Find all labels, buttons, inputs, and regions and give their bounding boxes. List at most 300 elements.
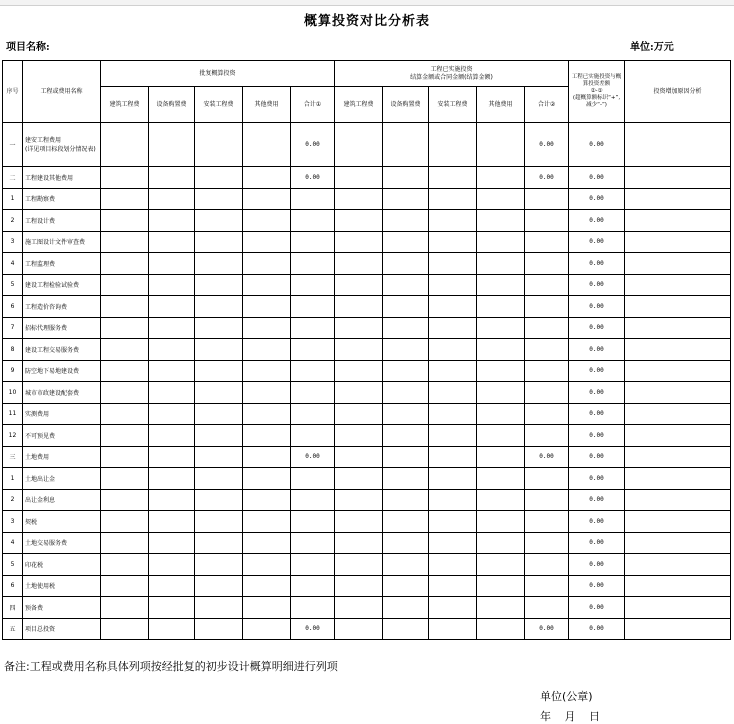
row-seq[interactable]: 四	[3, 597, 23, 619]
approved-cell[interactable]	[149, 167, 195, 189]
analysis-cell[interactable]	[625, 511, 731, 533]
contract-cell[interactable]	[383, 468, 429, 490]
analysis-cell[interactable]	[625, 597, 731, 619]
approved-cell[interactable]	[101, 425, 149, 447]
approved-total[interactable]	[291, 231, 335, 253]
analysis-cell[interactable]	[625, 382, 731, 404]
contract-cell[interactable]	[383, 253, 429, 275]
approved-cell[interactable]	[243, 597, 291, 619]
contract-cell[interactable]	[383, 597, 429, 619]
approved-cell[interactable]	[195, 554, 243, 576]
contract-cell[interactable]	[477, 360, 525, 382]
approved-cell[interactable]	[195, 597, 243, 619]
difference-cell[interactable]: 0.00	[569, 468, 625, 490]
approved-cell[interactable]	[149, 489, 195, 511]
contract-cell[interactable]	[383, 188, 429, 210]
difference-cell[interactable]: 0.00	[569, 597, 625, 619]
difference-cell[interactable]: 0.00	[569, 425, 625, 447]
analysis-cell[interactable]	[625, 339, 731, 361]
difference-cell[interactable]: 0.00	[569, 339, 625, 361]
approved-cell[interactable]	[243, 425, 291, 447]
contract-cell[interactable]	[335, 339, 383, 361]
approved-cell[interactable]	[195, 446, 243, 468]
contract-cell[interactable]	[429, 446, 477, 468]
contract-total[interactable]	[525, 382, 569, 404]
contract-cell[interactable]	[429, 403, 477, 425]
contract-cell[interactable]	[335, 403, 383, 425]
approved-total[interactable]	[291, 468, 335, 490]
approved-cell[interactable]	[243, 317, 291, 339]
row-name[interactable]: 招标代理服务费	[23, 317, 101, 339]
difference-cell[interactable]: 0.00	[569, 123, 625, 167]
contract-cell[interactable]	[477, 554, 525, 576]
contract-cell[interactable]	[335, 532, 383, 554]
approved-cell[interactable]	[101, 253, 149, 275]
approved-cell[interactable]	[195, 360, 243, 382]
contract-cell[interactable]	[429, 167, 477, 189]
contract-cell[interactable]	[429, 339, 477, 361]
contract-cell[interactable]	[477, 253, 525, 275]
contract-cell[interactable]	[335, 253, 383, 275]
approved-cell[interactable]	[149, 382, 195, 404]
approved-cell[interactable]	[243, 468, 291, 490]
contract-cell[interactable]	[335, 425, 383, 447]
approved-total[interactable]	[291, 210, 335, 232]
contract-total[interactable]	[525, 425, 569, 447]
approved-total[interactable]	[291, 360, 335, 382]
contract-cell[interactable]	[383, 554, 429, 576]
approved-cell[interactable]	[101, 188, 149, 210]
approved-cell[interactable]	[101, 597, 149, 619]
contract-cell[interactable]	[477, 167, 525, 189]
contract-cell[interactable]	[429, 382, 477, 404]
approved-total[interactable]	[291, 489, 335, 511]
contract-cell[interactable]	[477, 317, 525, 339]
analysis-cell[interactable]	[625, 188, 731, 210]
approved-total[interactable]	[291, 188, 335, 210]
approved-cell[interactable]	[195, 123, 243, 167]
contract-cell[interactable]	[383, 489, 429, 511]
approved-cell[interactable]	[149, 554, 195, 576]
approved-total[interactable]: 0.00	[291, 167, 335, 189]
approved-cell[interactable]	[195, 382, 243, 404]
contract-cell[interactable]	[429, 575, 477, 597]
contract-total[interactable]: 0.00	[525, 123, 569, 167]
contract-cell[interactable]	[429, 296, 477, 318]
approved-total[interactable]: 0.00	[291, 446, 335, 468]
row-seq[interactable]: 11	[3, 403, 23, 425]
approved-cell[interactable]	[243, 618, 291, 640]
analysis-cell[interactable]	[625, 446, 731, 468]
contract-cell[interactable]	[383, 360, 429, 382]
approved-cell[interactable]	[243, 274, 291, 296]
contract-cell[interactable]	[335, 123, 383, 167]
analysis-cell[interactable]	[625, 296, 731, 318]
analysis-cell[interactable]	[625, 167, 731, 189]
contract-total[interactable]	[525, 403, 569, 425]
approved-cell[interactable]	[243, 210, 291, 232]
contract-total[interactable]	[525, 317, 569, 339]
row-name[interactable]: 印花税	[23, 554, 101, 576]
approved-cell[interactable]	[243, 532, 291, 554]
contract-cell[interactable]	[383, 339, 429, 361]
approved-cell[interactable]	[101, 231, 149, 253]
approved-total[interactable]: 0.00	[291, 618, 335, 640]
analysis-cell[interactable]	[625, 618, 731, 640]
approved-total[interactable]	[291, 382, 335, 404]
row-name[interactable]: 土地出让金	[23, 468, 101, 490]
approved-cell[interactable]	[195, 188, 243, 210]
approved-cell[interactable]	[243, 382, 291, 404]
contract-cell[interactable]	[477, 511, 525, 533]
contract-cell[interactable]	[335, 382, 383, 404]
approved-cell[interactable]	[149, 123, 195, 167]
approved-cell[interactable]	[243, 123, 291, 167]
contract-cell[interactable]	[335, 468, 383, 490]
approved-cell[interactable]	[243, 253, 291, 275]
contract-cell[interactable]	[477, 489, 525, 511]
row-name[interactable]: 建安工程费用 (详见项目标段划分情况表)	[23, 123, 101, 167]
contract-cell[interactable]	[477, 425, 525, 447]
contract-cell[interactable]	[429, 123, 477, 167]
difference-cell[interactable]: 0.00	[569, 210, 625, 232]
analysis-cell[interactable]	[625, 532, 731, 554]
approved-cell[interactable]	[243, 554, 291, 576]
row-seq[interactable]: 3	[3, 231, 23, 253]
approved-cell[interactable]	[101, 554, 149, 576]
difference-cell[interactable]: 0.00	[569, 575, 625, 597]
contract-cell[interactable]	[335, 231, 383, 253]
approved-cell[interactable]	[195, 575, 243, 597]
contract-cell[interactable]	[383, 167, 429, 189]
approved-cell[interactable]	[101, 317, 149, 339]
contract-cell[interactable]	[335, 489, 383, 511]
contract-cell[interactable]	[429, 210, 477, 232]
approved-total[interactable]	[291, 403, 335, 425]
contract-cell[interactable]	[383, 210, 429, 232]
approved-cell[interactable]	[101, 489, 149, 511]
difference-cell[interactable]: 0.00	[569, 317, 625, 339]
approved-total[interactable]	[291, 253, 335, 275]
analysis-cell[interactable]	[625, 575, 731, 597]
contract-cell[interactable]	[477, 274, 525, 296]
approved-cell[interactable]	[243, 511, 291, 533]
analysis-cell[interactable]	[625, 468, 731, 490]
contract-cell[interactable]	[429, 317, 477, 339]
contract-cell[interactable]	[383, 317, 429, 339]
row-name[interactable]: 工程造价咨询费	[23, 296, 101, 318]
contract-total[interactable]	[525, 489, 569, 511]
approved-cell[interactable]	[195, 317, 243, 339]
contract-cell[interactable]	[383, 296, 429, 318]
contract-total[interactable]	[525, 554, 569, 576]
approved-cell[interactable]	[149, 618, 195, 640]
approved-total[interactable]	[291, 339, 335, 361]
approved-cell[interactable]	[101, 296, 149, 318]
approved-cell[interactable]	[243, 339, 291, 361]
difference-cell[interactable]: 0.00	[569, 231, 625, 253]
contract-cell[interactable]	[335, 188, 383, 210]
approved-cell[interactable]	[101, 532, 149, 554]
approved-total[interactable]	[291, 296, 335, 318]
contract-cell[interactable]	[429, 468, 477, 490]
contract-total[interactable]: 0.00	[525, 167, 569, 189]
row-seq[interactable]: 6	[3, 296, 23, 318]
approved-cell[interactable]	[101, 575, 149, 597]
approved-cell[interactable]	[243, 188, 291, 210]
approved-cell[interactable]	[149, 446, 195, 468]
row-name[interactable]: 契税	[23, 511, 101, 533]
approved-cell[interactable]	[149, 188, 195, 210]
approved-total[interactable]	[291, 575, 335, 597]
approved-cell[interactable]	[149, 532, 195, 554]
row-seq[interactable]: 三	[3, 446, 23, 468]
approved-cell[interactable]	[195, 425, 243, 447]
approved-cell[interactable]	[149, 317, 195, 339]
approved-cell[interactable]	[149, 274, 195, 296]
row-name[interactable]: 预备费	[23, 597, 101, 619]
row-name[interactable]: 实测费用	[23, 403, 101, 425]
approved-cell[interactable]	[195, 489, 243, 511]
approved-cell[interactable]	[149, 425, 195, 447]
contract-cell[interactable]	[383, 446, 429, 468]
row-seq[interactable]: 二	[3, 167, 23, 189]
difference-cell[interactable]: 0.00	[569, 446, 625, 468]
contract-cell[interactable]	[477, 575, 525, 597]
contract-total[interactable]: 0.00	[525, 446, 569, 468]
contract-total[interactable]	[525, 597, 569, 619]
approved-cell[interactable]	[195, 532, 243, 554]
approved-cell[interactable]	[101, 123, 149, 167]
approved-cell[interactable]	[243, 167, 291, 189]
analysis-cell[interactable]	[625, 425, 731, 447]
approved-cell[interactable]	[149, 597, 195, 619]
approved-cell[interactable]	[195, 231, 243, 253]
approved-total[interactable]	[291, 511, 335, 533]
contract-cell[interactable]	[335, 167, 383, 189]
row-name[interactable]: 工程监理费	[23, 253, 101, 275]
contract-cell[interactable]	[383, 274, 429, 296]
row-seq[interactable]: 12	[3, 425, 23, 447]
row-name[interactable]: 城市市政建设配套费	[23, 382, 101, 404]
contract-total[interactable]	[525, 296, 569, 318]
row-name[interactable]: 土地使用税	[23, 575, 101, 597]
difference-cell[interactable]: 0.00	[569, 532, 625, 554]
approved-cell[interactable]	[149, 575, 195, 597]
row-name[interactable]: 建设工程交易服务费	[23, 339, 101, 361]
approved-total[interactable]: 0.00	[291, 123, 335, 167]
approved-total[interactable]	[291, 532, 335, 554]
contract-cell[interactable]	[335, 554, 383, 576]
contract-cell[interactable]	[335, 446, 383, 468]
analysis-cell[interactable]	[625, 210, 731, 232]
analysis-cell[interactable]	[625, 317, 731, 339]
row-name[interactable]: 工程建设其他费用	[23, 167, 101, 189]
difference-cell[interactable]: 0.00	[569, 554, 625, 576]
approved-cell[interactable]	[149, 360, 195, 382]
row-seq[interactable]: 2	[3, 489, 23, 511]
difference-cell[interactable]: 0.00	[569, 403, 625, 425]
approved-cell[interactable]	[149, 231, 195, 253]
contract-cell[interactable]	[335, 274, 383, 296]
contract-cell[interactable]	[335, 575, 383, 597]
contract-total[interactable]	[525, 532, 569, 554]
contract-cell[interactable]	[429, 274, 477, 296]
contract-total[interactable]	[525, 274, 569, 296]
difference-cell[interactable]: 0.00	[569, 489, 625, 511]
row-name[interactable]: 项目总投资	[23, 618, 101, 640]
contract-cell[interactable]	[429, 489, 477, 511]
row-seq[interactable]: 5	[3, 274, 23, 296]
approved-cell[interactable]	[101, 360, 149, 382]
row-name[interactable]: 土地交易服务费	[23, 532, 101, 554]
contract-cell[interactable]	[477, 446, 525, 468]
row-seq[interactable]: 6	[3, 575, 23, 597]
approved-cell[interactable]	[101, 274, 149, 296]
row-seq[interactable]: 1	[3, 468, 23, 490]
approved-cell[interactable]	[149, 468, 195, 490]
contract-cell[interactable]	[477, 210, 525, 232]
contract-total[interactable]	[525, 468, 569, 490]
row-name[interactable]: 土地费用	[23, 446, 101, 468]
approved-cell[interactable]	[195, 253, 243, 275]
contract-cell[interactable]	[477, 339, 525, 361]
contract-cell[interactable]	[383, 123, 429, 167]
row-seq[interactable]: 4	[3, 532, 23, 554]
contract-cell[interactable]	[477, 123, 525, 167]
contract-cell[interactable]	[335, 360, 383, 382]
approved-cell[interactable]	[195, 167, 243, 189]
row-seq[interactable]: 9	[3, 360, 23, 382]
contract-cell[interactable]	[429, 425, 477, 447]
contract-cell[interactable]	[477, 382, 525, 404]
row-name[interactable]: 工程设计费	[23, 210, 101, 232]
row-seq[interactable]: 一	[3, 123, 23, 167]
approved-cell[interactable]	[101, 403, 149, 425]
row-name[interactable]: 不可预见费	[23, 425, 101, 447]
contract-cell[interactable]	[477, 597, 525, 619]
row-seq[interactable]: 5	[3, 554, 23, 576]
row-name[interactable]: 出让金利息	[23, 489, 101, 511]
contract-cell[interactable]	[429, 511, 477, 533]
contract-cell[interactable]	[429, 597, 477, 619]
approved-cell[interactable]	[101, 339, 149, 361]
approved-cell[interactable]	[149, 253, 195, 275]
contract-cell[interactable]	[477, 188, 525, 210]
contract-cell[interactable]	[335, 296, 383, 318]
contract-total[interactable]	[525, 253, 569, 275]
difference-cell[interactable]: 0.00	[569, 360, 625, 382]
contract-cell[interactable]	[383, 575, 429, 597]
approved-total[interactable]	[291, 317, 335, 339]
contract-cell[interactable]	[383, 511, 429, 533]
difference-cell[interactable]: 0.00	[569, 382, 625, 404]
approved-cell[interactable]	[243, 489, 291, 511]
contract-cell[interactable]	[477, 618, 525, 640]
contract-cell[interactable]	[335, 618, 383, 640]
contract-total[interactable]: 0.00	[525, 618, 569, 640]
contract-total[interactable]	[525, 575, 569, 597]
contract-cell[interactable]	[477, 532, 525, 554]
contract-total[interactable]	[525, 339, 569, 361]
analysis-cell[interactable]	[625, 274, 731, 296]
analysis-cell[interactable]	[625, 231, 731, 253]
approved-cell[interactable]	[101, 210, 149, 232]
approved-cell[interactable]	[243, 360, 291, 382]
approved-cell[interactable]	[195, 511, 243, 533]
row-seq[interactable]: 1	[3, 188, 23, 210]
contract-cell[interactable]	[477, 231, 525, 253]
contract-total[interactable]	[525, 360, 569, 382]
approved-cell[interactable]	[243, 575, 291, 597]
contract-cell[interactable]	[383, 618, 429, 640]
difference-cell[interactable]: 0.00	[569, 618, 625, 640]
approved-cell[interactable]	[101, 446, 149, 468]
row-seq[interactable]: 8	[3, 339, 23, 361]
row-seq[interactable]: 4	[3, 253, 23, 275]
contract-cell[interactable]	[477, 403, 525, 425]
contract-cell[interactable]	[429, 532, 477, 554]
approved-cell[interactable]	[243, 446, 291, 468]
row-name[interactable]: 施工图设计文件审查费	[23, 231, 101, 253]
analysis-cell[interactable]	[625, 403, 731, 425]
contract-cell[interactable]	[383, 532, 429, 554]
row-name[interactable]: 工程勘察费	[23, 188, 101, 210]
approved-cell[interactable]	[101, 468, 149, 490]
contract-total[interactable]	[525, 188, 569, 210]
contract-cell[interactable]	[383, 231, 429, 253]
approved-total[interactable]	[291, 597, 335, 619]
approved-cell[interactable]	[195, 339, 243, 361]
contract-cell[interactable]	[335, 317, 383, 339]
row-seq[interactable]: 10	[3, 382, 23, 404]
difference-cell[interactable]: 0.00	[569, 188, 625, 210]
approved-cell[interactable]	[101, 511, 149, 533]
approved-cell[interactable]	[149, 403, 195, 425]
row-seq[interactable]: 7	[3, 317, 23, 339]
approved-cell[interactable]	[195, 274, 243, 296]
approved-total[interactable]	[291, 554, 335, 576]
analysis-cell[interactable]	[625, 360, 731, 382]
contract-total[interactable]	[525, 231, 569, 253]
contract-cell[interactable]	[335, 511, 383, 533]
row-name[interactable]: 建设工程检验试验费	[23, 274, 101, 296]
approved-cell[interactable]	[101, 167, 149, 189]
contract-cell[interactable]	[383, 425, 429, 447]
contract-total[interactable]	[525, 511, 569, 533]
approved-cell[interactable]	[149, 511, 195, 533]
approved-cell[interactable]	[243, 296, 291, 318]
approved-cell[interactable]	[195, 618, 243, 640]
row-name[interactable]: 防空地下易地建设费	[23, 360, 101, 382]
contract-cell[interactable]	[429, 554, 477, 576]
difference-cell[interactable]: 0.00	[569, 296, 625, 318]
contract-cell[interactable]	[477, 296, 525, 318]
contract-cell[interactable]	[429, 618, 477, 640]
contract-cell[interactable]	[429, 253, 477, 275]
contract-total[interactable]	[525, 210, 569, 232]
approved-cell[interactable]	[195, 468, 243, 490]
approved-cell[interactable]	[195, 210, 243, 232]
analysis-cell[interactable]	[625, 489, 731, 511]
contract-cell[interactable]	[429, 188, 477, 210]
difference-cell[interactable]: 0.00	[569, 511, 625, 533]
analysis-cell[interactable]	[625, 123, 731, 167]
approved-cell[interactable]	[101, 382, 149, 404]
difference-cell[interactable]: 0.00	[569, 167, 625, 189]
approved-cell[interactable]	[149, 210, 195, 232]
approved-total[interactable]	[291, 274, 335, 296]
